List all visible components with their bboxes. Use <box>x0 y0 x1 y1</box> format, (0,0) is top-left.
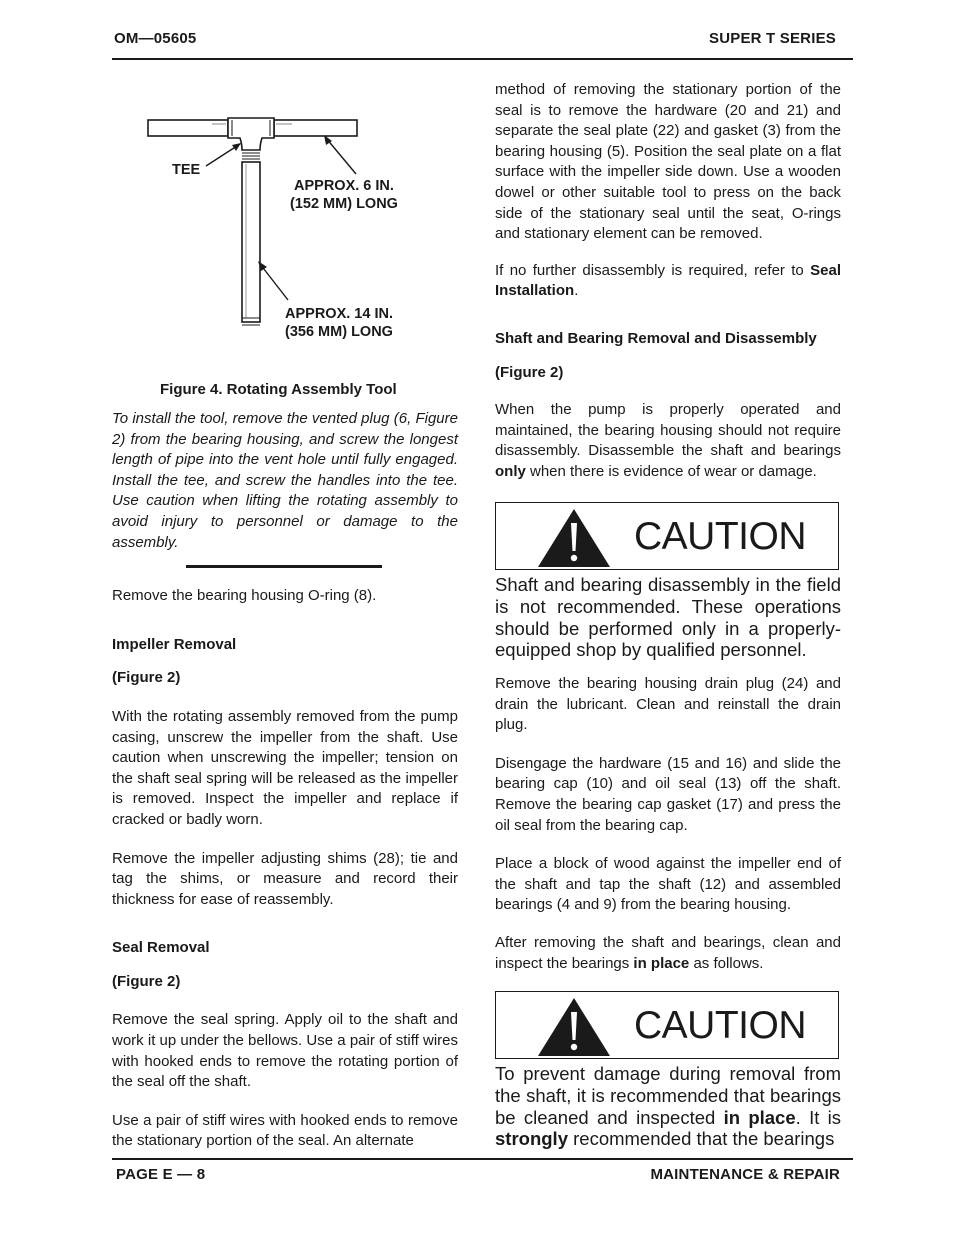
refer-end: . <box>574 282 579 300</box>
section-title: MAINTENANCE & REPAIR <box>650 1166 840 1183</box>
block-paragraph: Place a block of wood against the impeller end of the shaft and tap the shaft (12) and assembled bearings (4 and 9) from the bearing housing. <box>495 855 841 914</box>
header-rule <box>112 58 853 60</box>
stationary-seal-paragraph: method of removing the stationary portion of the seal is to remove the hardware (20 and 21) and separate the seal plate (22) and gasket (3) from the bearing housing (5). Position the seal plate on a flat surface with the impeller side down. Use a wooden dowel or other suitable tool to press on the back side of the stationary seal until the seat, O-rings and stationary element can be removed. <box>495 81 841 243</box>
shaft-text-b: when there is evidence of wear or damage. <box>525 462 817 480</box>
caution2-text-b: . It is <box>795 1106 841 1128</box>
left-column <box>112 409 458 1152</box>
right-column-middle <box>495 674 841 974</box>
disengage-paragraph: Disengage the hardware (15 and 16) and slide the bearing cap (10) and oil seal (13) off the shaft. Remove the bearing cap gasket (17) and press the oil seal from the bearing cap. <box>495 754 841 834</box>
seal-installation-reference <box>495 261 841 302</box>
caution2-bold-b: strongly <box>495 1128 568 1150</box>
refer-text: If no further disassembly is required, refer to <box>495 261 811 279</box>
warning-triangle-icon <box>536 996 612 1058</box>
seal-figure-ref: (Figure 2) <box>112 972 181 990</box>
warning-triangle-icon <box>536 507 612 569</box>
series-title: SUPER T SERIES <box>709 30 836 47</box>
impeller-figure-ref: (Figure 2) <box>112 669 181 687</box>
seal-paragraph-1: Remove the seal spring. Apply oil to the shaft and work it up under the bellows. Use a pair of stiff wires with hooked ends to remove the rotating portion of the seal off the shaft. <box>112 1011 458 1091</box>
footer-rule <box>112 1158 853 1160</box>
shaft-bearing-heading: Shaft and Bearing Removal and Disassembly <box>495 329 817 347</box>
caution-word-1: CAUTION <box>634 515 806 558</box>
after-text-a: After removing the shaft and bearings, clean and inspect the bearings <box>495 933 841 972</box>
impeller-removal-heading: Impeller Removal <box>112 635 237 653</box>
after-text-b: as follows. <box>689 954 764 972</box>
tool-long-pipe <box>242 162 260 322</box>
caution-box-2 <box>495 991 839 1059</box>
caution2-text-c: recommended that the bearings <box>567 1128 835 1150</box>
handle-length-label <box>290 177 398 213</box>
impeller-paragraph-2: Remove the impeller adjusting shims (28); tie and tag the shims, or measure and record their thickness for ease of reassembly. <box>112 849 458 908</box>
after-removal-paragraph <box>495 933 841 974</box>
tool-right-handle <box>274 120 357 136</box>
caution-text-1: Shaft and bearing disassembly in the field is not recommended. These operations should be performed only in a properly-equipped shop by qualified personnel. <box>495 574 841 661</box>
caution-box-1 <box>495 502 839 570</box>
caution-text-2 <box>495 1063 841 1150</box>
seal-installation-link: Seal Installation <box>495 261 841 300</box>
shaft-paragraph-1 <box>495 400 841 482</box>
shaft-text-a: When the pump is properly operated and maintained, the bearing housing should not require disassembly. Disassemble the shaft and bearings <box>495 401 841 460</box>
section-divider <box>186 565 382 568</box>
handle-length-line-2: (152 MM) LONG <box>290 196 398 212</box>
impeller-paragraph-1: With the rotating assembly removed from the pump casing, unscrew the impeller from the shaft. Use caution when unscrewing the impeller; tension on the shaft seal spring will be released as the impeller is removed. Inspect the impeller and replace if cracked or badly worn. <box>112 707 458 828</box>
tool-instructions: To install the tool, remove the vented plug (6, Figure 2) from the bearing housing, and screw the longest length of pipe into the vent hole until fully engaged. Install the tee, and screw the handles into the tee. Use caution when lifting the rotating assembly to avoid injury to personnel or damage to the assembly. <box>112 410 458 551</box>
pipe-length-label <box>285 305 393 341</box>
right-column-top <box>495 80 841 483</box>
caution-word-2: CAUTION <box>634 1004 806 1047</box>
shaft-figure-ref: (Figure 2) <box>495 363 564 381</box>
after-text-bold: in place <box>633 954 690 972</box>
caution2-text-a: To prevent damage during removal from the shaft, it is recommended that bearings be cleaned and inspected <box>495 1063 841 1128</box>
remove-oring-text: Remove the bearing housing O-ring (8). <box>112 587 377 605</box>
seal-removal-heading: Seal Removal <box>112 939 210 957</box>
pipe-length-line-2: (356 MM) LONG <box>285 324 393 340</box>
tool-left-handle <box>148 120 228 136</box>
caution2-bold-a: in place <box>723 1106 796 1128</box>
drain-paragraph: Remove the bearing housing drain plug (24) and drain the lubricant. Clean and reinstall the drain plug. <box>495 675 841 734</box>
figure-caption: Figure 4. Rotating Assembly Tool <box>160 381 397 398</box>
page-number: PAGE E — 8 <box>116 1166 206 1183</box>
pipe-length-line-1: APPROX. 14 IN. <box>285 306 393 322</box>
seal-paragraph-2: Use a pair of stiff wires with hooked ends to remove the stationary portion of the seal. An alternate <box>112 1111 458 1150</box>
document-number: OM—05605 <box>114 30 197 47</box>
tee-label: TEE <box>172 162 201 178</box>
handle-length-line-1: APPROX. 6 IN. <box>294 178 394 194</box>
shaft-text-bold: only <box>495 462 526 480</box>
